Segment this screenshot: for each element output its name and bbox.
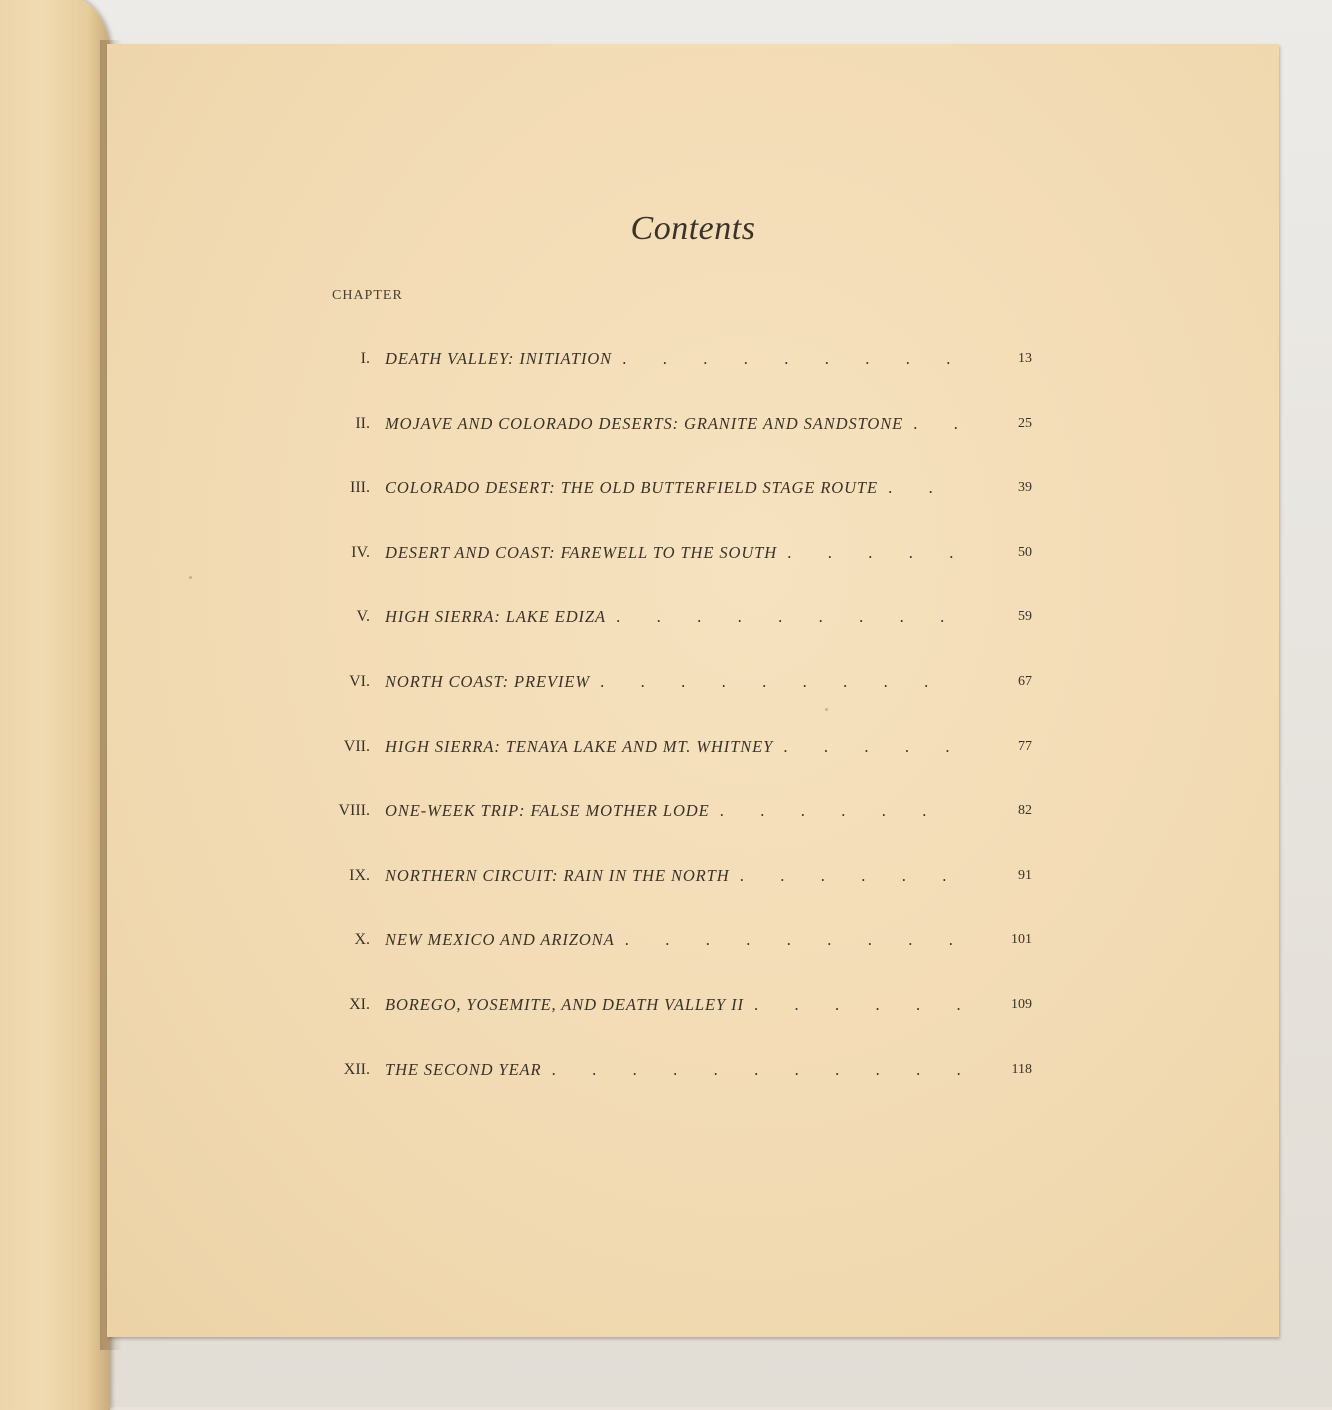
chapter-numeral: XII. <box>343 1060 370 1078</box>
chapter-column-heading: CHAPTER <box>332 288 403 303</box>
toc-entry <box>307 730 1032 795</box>
chapter-numeral: VIII. <box>338 802 370 820</box>
toc-entry <box>307 859 1032 924</box>
chapter-numeral: VI. <box>349 672 370 690</box>
page-number: 25 <box>1018 415 1032 431</box>
page-number: 13 <box>1018 351 1032 366</box>
toc-entry <box>307 665 1032 730</box>
chapter-numeral: III. <box>350 479 370 497</box>
toc-entry <box>307 536 1032 601</box>
chapter-title: NEW MEXICO AND ARIZONA . . <box>385 930 962 950</box>
chapter-title: NORTH COAST: PREVIEW . . <box>385 672 962 692</box>
chapter-title: ONE-WEEK TRIP: FALSE MOTHER LODE . . <box>385 801 962 821</box>
page-number: 77 <box>1018 738 1032 754</box>
toc-entry <box>307 794 1032 859</box>
toc-entry <box>307 471 1032 536</box>
page-number: 82 <box>1018 803 1032 819</box>
chapter-numeral: XI. <box>349 995 370 1013</box>
chapter-title: COLORADO DESERT: THE OLD BUTTERFIELD STAGE ROUTE . . <box>385 478 962 498</box>
chapter-title: MOJAVE AND COLORADO DESERTS: GRANITE AND SANDSTONE . . <box>385 414 962 434</box>
toc-entry <box>307 407 1032 472</box>
paper-speck <box>189 576 192 579</box>
chapter-title: HIGH SIERRA: LAKE EDIZA . . <box>385 607 962 627</box>
paper-speck <box>825 708 828 711</box>
toc-entry <box>307 600 1032 665</box>
page-number: 118 <box>1011 1061 1032 1077</box>
chapter-numeral: IX. <box>349 866 370 884</box>
chapter-title: HIGH SIERRA: TENAYA LAKE AND MT. WHITNEY . . <box>385 737 962 757</box>
chapter-title: THE SECOND YEAR . . <box>385 1060 962 1080</box>
toc-entry <box>307 923 1032 988</box>
chapter-numeral: II. <box>355 414 370 432</box>
page-number: 39 <box>1018 480 1032 496</box>
chapter-numeral: X. <box>354 931 370 949</box>
toc-entry <box>307 342 1032 407</box>
page-number: 59 <box>1018 609 1032 625</box>
chapter-numeral: IV. <box>351 543 370 561</box>
contents-page <box>107 44 1279 1337</box>
page-number: 50 <box>1018 544 1032 560</box>
page-title: Contents <box>630 210 756 247</box>
page-number: 109 <box>1011 996 1032 1012</box>
page-number: 101 <box>1011 932 1032 948</box>
chapter-numeral: V. <box>356 608 370 626</box>
table-of-contents <box>307 342 1032 1117</box>
chapter-numeral: I. <box>360 350 370 367</box>
chapter-title: DESERT AND COAST: FAREWELL TO THE SOUTH . . <box>385 543 962 563</box>
toc-entry <box>307 1053 1032 1118</box>
chapter-numeral: VII. <box>343 737 370 755</box>
page-number: 91 <box>1018 867 1032 883</box>
chapter-title: DEATH VALLEY: INITIATION . . <box>385 349 962 369</box>
chapter-title: NORTHERN CIRCUIT: RAIN IN THE NORTH . . <box>385 866 962 886</box>
toc-entry <box>307 988 1032 1053</box>
page-number: 67 <box>1018 673 1032 689</box>
chapter-title: BOREGO, YOSEMITE, AND DEATH VALLEY II . . <box>385 995 962 1015</box>
left-page-edge <box>0 0 110 1410</box>
